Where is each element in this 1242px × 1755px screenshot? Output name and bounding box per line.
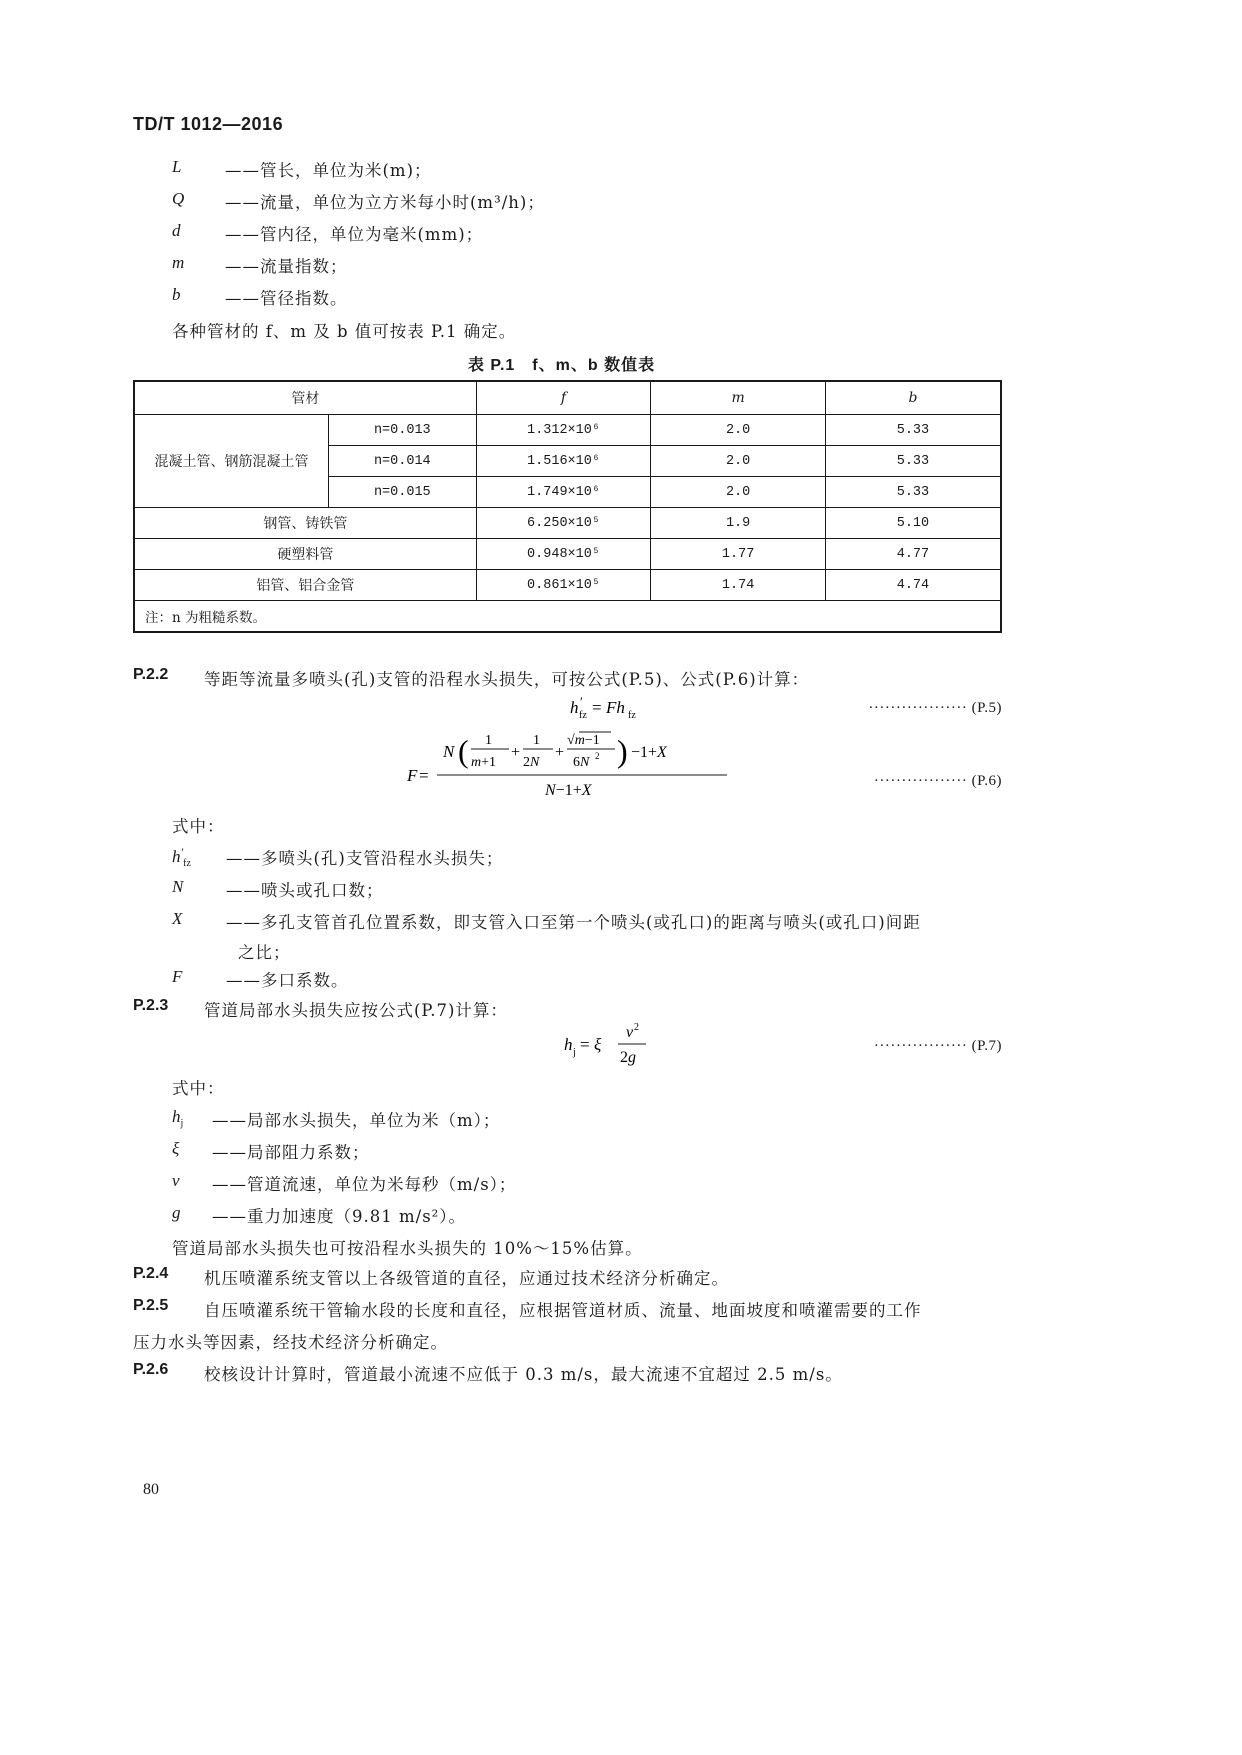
- svg-text:−1+X: −1+X: [631, 744, 667, 761]
- def-text-X: ——多孔支管首孔位置系数，即支管入口至第一个喷头(或孔口)的距离与喷头(或孔口)间距: [226, 913, 921, 932]
- section-number-p222: P.2.2: [133, 666, 169, 683]
- def-symbol-g: g: [172, 1203, 181, 1222]
- section-text-p223: 管道局部水头损失应按公式(P.7)计算：: [204, 1001, 508, 1020]
- equation-p6: [405, 728, 735, 806]
- m-cell: 1.9: [651, 508, 826, 539]
- def-text-d: ——管内径，单位为毫米(mm)；: [225, 225, 484, 244]
- table-note: 注：n 为粗糙系数。: [134, 601, 1001, 633]
- svg-text:v: v: [626, 1024, 634, 1041]
- def-text-Q: ——流量，单位为立方米每小时(m³/h)；: [225, 193, 545, 212]
- section-text-p225-cont: 压力水头等因素，经技术经济分析确定。: [133, 1333, 448, 1352]
- svg-text:N−1+X: N−1+X: [545, 782, 592, 799]
- f-cell: 0.948×10⁵: [476, 539, 651, 570]
- section-text-p226: 校核设计计算时，管道最小流速不应低于 0.3 m/s，最大流速不宜超过 2.5 m/s。: [204, 1365, 843, 1384]
- section-number-p224: P.2.4: [133, 1265, 169, 1282]
- document-code: TD/T 1012—2016: [133, 114, 284, 134]
- svg-text:(: (: [458, 733, 469, 769]
- def-symbol-hj: $h_j$: [172, 1107, 184, 1129]
- section-number-p226: P.2.6: [133, 1361, 169, 1378]
- svg-text:=: =: [580, 1035, 590, 1054]
- def-symbol-X: X: [172, 909, 183, 928]
- equation-label-p7: ················· (P.7): [873, 1038, 1002, 1054]
- f-cell: 1.749×10⁶: [476, 477, 651, 508]
- header-m: m: [651, 381, 826, 415]
- page-number: 80: [143, 1481, 159, 1498]
- eq7-number: (P.7): [971, 1038, 1002, 1054]
- roughness-cell: n=0.015: [328, 477, 476, 508]
- svg-text:m+1: m+1: [471, 755, 497, 770]
- values-table: [133, 380, 1002, 633]
- equation-label-p6: ················· (P.6): [873, 773, 1002, 789]
- svg-text:j: j: [573, 1047, 576, 1058]
- def-symbol-Q: Q: [172, 189, 185, 208]
- def-text-h-fz: ——多喷头(孔)支管沿程水头损失；: [226, 849, 504, 868]
- material-name: 铝管、铝合金管: [134, 570, 476, 601]
- section-number-p223: P.2.3: [133, 997, 169, 1014]
- m-cell: 1.77: [651, 539, 826, 570]
- svg-text:′: ′: [580, 694, 583, 709]
- svg-text:√m−1: √m−1: [567, 733, 600, 748]
- header-f: f: [476, 381, 651, 415]
- def-text-hj: ——局部水头损失，单位为米（m）；: [212, 1111, 501, 1130]
- def-symbol-m: m: [172, 253, 185, 272]
- def-symbol-N: N: [172, 877, 184, 896]
- def-text-b: ——管径指数。: [225, 289, 348, 308]
- f-cell: 1.312×10⁶: [476, 415, 651, 446]
- table-caption: 表 P.1 f、m、b 数值表: [467, 357, 656, 374]
- material-name: 钢管、铸铁管: [134, 508, 476, 539]
- svg-text:2g: 2g: [620, 1049, 636, 1066]
- def-symbol-b: b: [172, 285, 181, 304]
- table-note-row: [134, 601, 1001, 633]
- p223-extra: 管道局部水头损失也可按沿程水头损失的 10%～15%估算。: [172, 1239, 643, 1258]
- def-text-F: ——多口系数。: [226, 971, 349, 990]
- svg-text:h: h: [564, 1035, 573, 1054]
- section-text-p224: 机压喷灌系统支管以上各级管道的直径，应通过技术经济分析确定。: [204, 1269, 729, 1288]
- svg-text:F: F: [407, 766, 418, 785]
- shizhong-p222: 式中：: [172, 817, 225, 836]
- svg-text:Fh: Fh: [606, 698, 625, 717]
- def-text-v: ——管道流速，单位为米每秒（m/s）；: [212, 1175, 517, 1194]
- svg-text:): ): [617, 733, 628, 769]
- def-text-m: ——流量指数；: [225, 257, 348, 276]
- shizhong-p223: 式中：: [172, 1079, 225, 1098]
- m-cell: 2.0: [651, 446, 826, 477]
- b-cell: 5.10: [825, 508, 1001, 539]
- section-text-p225: 自压喷灌系统干管输水段的长度和直径，应根据管道材质、流量、地面坡度和喷灌需要的工作: [204, 1301, 922, 1320]
- svg-text:ξ: ξ: [594, 1035, 602, 1054]
- svg-text:2N: 2N: [523, 755, 540, 770]
- roughness-cell: n=0.014: [328, 446, 476, 477]
- svg-text:=: =: [419, 766, 429, 785]
- equation-label-p5: ·················· (P.5): [868, 700, 1002, 716]
- roughness-cell: n=0.013: [328, 415, 476, 446]
- m-cell: 2.0: [651, 477, 826, 508]
- b-cell: 5.33: [825, 415, 1001, 446]
- section-text-p222: 等距等流量多喷头(孔)支管的沿程水头损失，可按公式(P.5)、公式(P.6)计算：: [204, 670, 810, 689]
- group-label: 混凝土管、钢筋混凝土管: [134, 415, 328, 508]
- f-cell: 1.516×10⁶: [476, 446, 651, 477]
- section-number-p225: P.2.5: [133, 1297, 169, 1314]
- svg-text:fz: fz: [628, 710, 636, 721]
- equation-p7: [560, 1020, 670, 1072]
- table-row: [134, 539, 1001, 570]
- table-row: [134, 570, 1001, 601]
- def-text-X-cont: 之比；: [238, 943, 291, 962]
- def-symbol-xi: ξ: [172, 1139, 180, 1158]
- b-cell: 4.77: [825, 539, 1001, 570]
- material-name: 硬塑料管: [134, 539, 476, 570]
- def-symbol-h-fz: $h'_{fz}$: [172, 845, 191, 869]
- def-text-xi: ——局部阻力系数；: [212, 1143, 370, 1162]
- def-symbol-F: F: [172, 967, 183, 986]
- eq6-number: (P.6): [971, 773, 1002, 789]
- svg-text:+: +: [511, 744, 521, 761]
- def-text-L: ——管长，单位为米(m)；: [225, 161, 432, 180]
- header-material: 管材: [134, 381, 476, 415]
- b-cell: 4.74: [825, 570, 1001, 601]
- svg-text:h: h: [570, 698, 579, 717]
- table-intro: 各种管材的 f、m 及 b 值可按表 P.1 确定。: [172, 322, 517, 341]
- table-header-row: [134, 381, 1001, 415]
- table-row: [134, 508, 1001, 539]
- m-cell: 2.0: [651, 415, 826, 446]
- f-cell: 6.250×10⁵: [476, 508, 651, 539]
- table-row: [134, 415, 1001, 446]
- svg-text:6N: 6N: [573, 755, 590, 770]
- f-cell: 0.861×10⁵: [476, 570, 651, 601]
- def-text-g: ——重力加速度（9.81 m/s²）。: [212, 1207, 467, 1226]
- def-symbol-L: L: [172, 157, 182, 176]
- svg-text:2: 2: [634, 1022, 639, 1033]
- def-symbol-d: d: [172, 221, 181, 240]
- def-symbol-v: v: [172, 1171, 180, 1190]
- b-cell: 5.33: [825, 477, 1001, 508]
- svg-text:N: N: [443, 742, 455, 761]
- svg-text:1: 1: [533, 733, 540, 748]
- svg-text:+: +: [555, 744, 565, 761]
- svg-text:2: 2: [595, 751, 600, 761]
- m-cell: 1.74: [651, 570, 826, 601]
- def-text-N: ——喷头或孔口数；: [226, 881, 384, 900]
- eq5-number: (P.5): [971, 700, 1002, 716]
- b-cell: 5.33: [825, 446, 1001, 477]
- svg-text:=: =: [592, 698, 602, 717]
- svg-text:1: 1: [485, 733, 492, 748]
- header-b: b: [825, 381, 1001, 415]
- equation-p5: [560, 693, 680, 723]
- svg-text:fz: fz: [579, 710, 587, 721]
